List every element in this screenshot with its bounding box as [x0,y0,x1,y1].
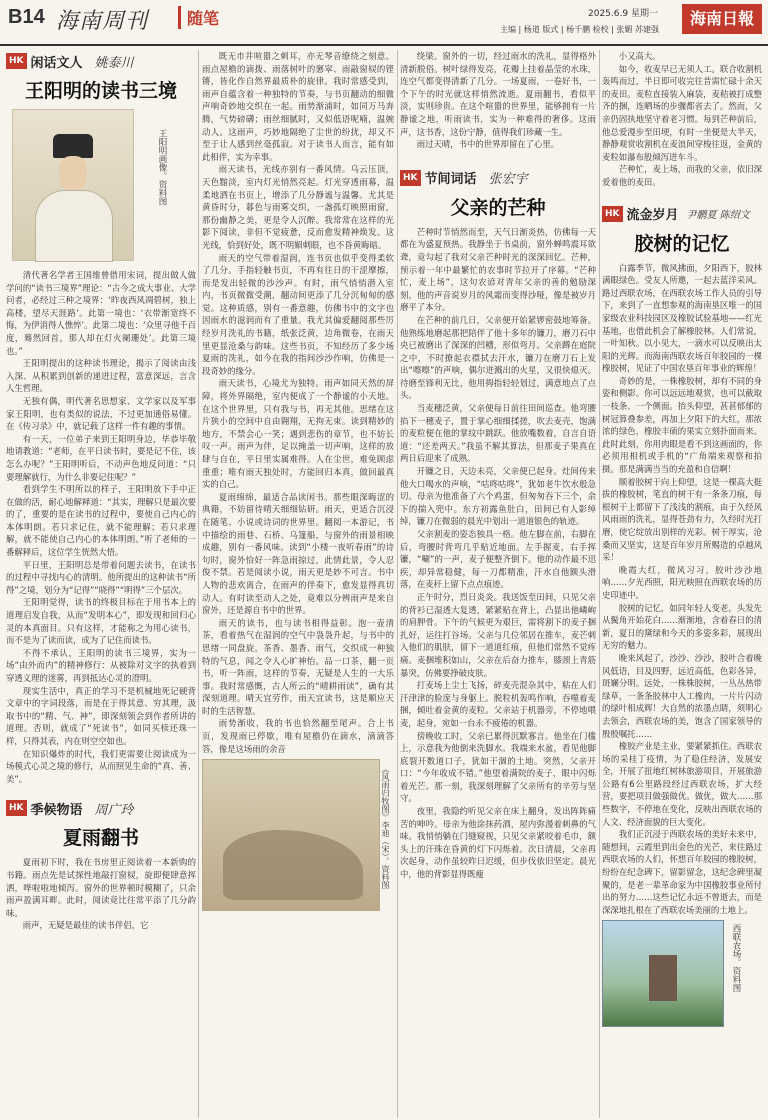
image-caption: 王阳明画像。资料图 [157,129,167,206]
article-body [400,50,596,151]
column-divider [198,50,199,1118]
paragraph: 在芒种的前几日，父亲便开始紧锣密鼓地筹备。他熟练地磨起那把陪伴了他十多年的镰刀，磨刀石中央已被磨出了深深的凹槽，形似弯月。父亲蹲在庭院之中，不时撩起衣襟拭去汗水，镰刀在磨刀石上发出“嚓嚓”的声响，偶尔迸溅出的火星，又很快熄灭。待磨至锋利无比，他用拇指轻轻划过，满意地点了点头。 [400,314,596,401]
portrait-image [12,109,134,261]
editor-credits: 主编 | 杨道 版式 | 杨千鹏 检校 | 张媚 苏建强 [500,25,659,34]
column-divider [397,50,398,1118]
farm-photo [602,920,724,1027]
paragraph: 现实生活中，真正的学习不是机械地死记硬背文章中的字词段落，而是在于得其意、穷其理，汲取书中的“精、气、神”，即深刻领会到作者所讲的道理。否则，就成了“死读书”，如同买椟还珠一样，只得其表，内在则空空如也。 [6,685,196,746]
article-title: 父亲的芒种 [450,196,546,219]
paragraph: 平日里，王阳明总是带着问题去读书，在读书的过程中寻找内心的清明。他所提出的这种读书“所得”之境，划分为“记得”“晓得”“明得”三个层次。 [6,559,196,595]
paragraph: 开镰之日，天边未亮，父亲便已起身。灶间传来他大口喝水的声响，“咕咚咕咚”，犹如老牛饮水般急切。母亲为他准备了六个鸡蛋，但匆匆吞下三个，余下的揣入兜中。东方初露鱼肚白，田间已有人影绰绰，镰刀在微弱的晨光中划出一道道银色的轨迹。 [400,466,596,527]
page-number: B14 [8,6,45,28]
portrait-figure [6,109,196,269]
issue-date: 2025.6.9 星期一 [588,9,658,19]
paragraph: 夏雨初下时，我在书房里正阅读着一本新购的书籍。雨点先是试探性地敲打窗棂，旋即便肆意挥洒，哗啦啦地倾泻。窗外的世界顿时模糊了，只余雨声盈满耳畔。此时，阅读竟比往常平添了几分韵味。 [6,857,196,918]
kicker-title: 季候物语 [30,802,83,818]
paragraph: 父亲割麦的姿态独具一格。他左脚在前，右脚在后，弯腰时背弯几乎贴近地面。左手握麦，右手挥镰，“唰”的一声，麦子便整齐倒下。他的动作最不迅疾，却异常稳健，每一刀都精准，汗水自他额头滑落，在麦秆上留下点点痕迹。 [400,529,596,590]
article-title: 王阳明的读书三境 [24,80,177,102]
paragraph: 晚霞大红，微风习习，胶叶沙沙地响……夕光西照，阳光映照在西联农场的历史印迹中。 [602,564,762,600]
hk-badge: HK [6,53,27,69]
paragraph: 无独有偶，明代著名思想家、文学家以及军事家王阳明，也有类似的说法，不过更加通俗易懂。在《传习录》中，就记载了这样一件有趣的事情。 [6,395,196,432]
paragraph: 小又高大。 [618,51,661,61]
paragraph: 雨天的空气带着湿润，连书页也似乎变得柔软了几分。手指轻触书页，不再有往日的干涩摩擦，而是发出轻微的沙沙声。有时，雨气悄悄潜入室内，书页微微受潮，翻动间更添了几分沉甸甸的感觉。这种质感，别有一番意趣，仿佛书中的文字也因雨水的滋润而有了重量。我尤其偏爱翻阅那些厉经岁月洗礼的书籍，纸张泛黄，边角微卷，在雨天里更显沧桑与韵味。这些书页，不知经历了多少场夏雨的洗礼，如今在我的指间沙沙作响，仿佛是一段奇妙的缘分。 [202,252,394,376]
article-kicker [6,50,196,72]
column-3 [400,50,596,1118]
image-caption: 西联农场。资料图 [731,924,741,993]
paragraph: 夜里，我隐约听见父亲在床上翻身，发出阵阵痛苦的呻吟。母亲为他涂抹药酒，屋内弥漫着刺鼻的气味。我悄悄躺在门缝窥视，只见父亲紧咬着毛巾，额头上的汗珠在昏黄的灯下闪烁着。次日清晨，父亲再次起身，动作虽较昨日迟缓，但步伐依旧坚定。晨光中，他的背影显得既瘦 [400,806,596,880]
paragraph: 雨天的读书，也与读书相得益彰。泡一壶清茶，看着热气在湿润的空气中袅袅升起，与书中的思绪一同盘旋。茶香、墨香、雨气，交织成一种独特的气息，闻之令人心旷神怡。品一口茶，翻一页书，听一阵雨，这样的节奏，无疑是人生的一大乐事。我时常感慨，古人所云的“晴耕雨读”，确有其深刻道理。晴天宜劳作，雨天宜读书，这是顺应天时的生活智慧。 [202,617,394,716]
paragraph: 顺着胶树干向上仰望，这是一棵高大挺拔的橡胶树，笔直的树干有一条条刀痕，每根树干上都留下了浅浅的割痕，由于久经风风雨雨的洗礼，显得苍劲有力，久经时光打磨，使它绽放出别样的光彩。树干厚实，沧桑而又坚实，这是百年岁月所赐造的卓越风采！ [602,476,762,563]
paragraph: 芒种忙，麦上场，而我的父亲，依旧深爱着他的麦田。 [602,164,762,187]
kicker-title: 流金岁月 [626,208,679,224]
painting-image [202,759,380,911]
paragraph: 打麦场上尘土飞扬，碎麦壳混杂其中，粘在人们汗津津的脸庞与身躯上。脱粒机轰鸣作响，吞噬着麦捆，倾吐着金黄的麦粒。父亲站于机器旁，不停地喂麦，起身，宛如一台永不疲倦的机器。 [400,680,596,728]
photo-figure [602,920,762,1027]
paragraph: 雨过天晴，书中的世界却留在了心里。 [416,139,560,150]
author-byline: 周广玲 [94,802,134,818]
paragraph: 芒种时节悄然而至，天气日渐炎热，仿佛每一天都在为盛夏预热。我静坐于书桌前，窗外蝉鸣震耳欲聋，竟勾起了我对父亲芒种时光的深深回忆。芒种，预示着一年中最繁忙的农事时节拉开了序幕。“芒种忙，麦上场”，这句农谚对青年父亲的善的勉励深刻，他的声音说岁月的风霜而变得沙哑，像是被岁月磨平了本分。 [400,226,596,313]
hk-badge: HK [400,170,421,186]
paragraph: 胶树的记忆，如同年轻人变老，头发先从鬓角开始花白……渐渐地，含着春日的清新，夏日的黛绿和今天的多姿多彩，展现出无穷的魅力。 [602,602,762,651]
kicker-title: 闲话文人 [30,55,83,71]
column-2 [202,50,394,1118]
article-body [602,50,762,189]
paragraph: 如今，收麦早已无须人工。联合收割机轰鸣而过，半日即可收完往昔需忙碌十余天的麦田。麦粒直接装入麻袋，麦秸被打成整齐的捆，连晒场的步骤都省去了。然而，父亲仍固执地坚守着老习惯。每到芒种前后，他总爱漫步至田埂，有时一坐便是大半天，静静观赏收割机在麦浪间穿梭往返，金黄的麦粒如瀑布般倾泻进车斗。 [602,63,762,162]
paragraph: 看到学生不明所以的样子，王阳明放下手中正在做的活，耐心地解释道：“其实，理解只是最次要的了，重要的是在读书的过程中，要使自己内心的本体明朗。若只求记住，就不能理解；若只求理解，就不能使自己内心的本体明朗。”听了老师的一番解释后，这位学生恍然大悟。 [6,484,196,558]
article-body [602,262,762,917]
paragraph: 雨声，无疑是最佳的读书伴侣，它 [22,920,149,931]
paragraph: 夏雨绵绵，最适合品读闲书。那些眼深晦涩的典籍，不妨留待晴天细细钻研。雨天，更适合沉浸在随笔、小说或诗词的世界里。翻阅一本游记，书中描绘的雨巷、石桥、乌篷船，与窗外的雨景相映成趣，别有一番风味。读到“小楼一夜听春雨”的诗句时，窗外恰好一阵急雨掠过，此情此景，令人忍俊不禁。若是阅读小说，雨天更是妙不可言。书中人物的悲欢离合，在雨声的伴奏下，愈发显得真切动人。有时读至动人之处，竟难以分辨雨声是来自窗外，还是源自书中的世界。 [202,491,394,616]
hk-badge: HK [602,206,623,222]
paragraph: 当麦穗泛黄，父亲便每日前往田间巡查。他弯腰掐下一穗麦子，置于掌心细细揉搓，吹去麦壳，饱满的麦粒便在他的掌纹中跳跃。他放嘴数着，自言自语道：“还差两天。”我虽不解其算法，但那麦子果真在两日后迎来了成熟。 [400,403,596,464]
article-body [6,856,196,932]
paragraph: 奇妙的是，一株橡胶树，却有不同的身姿和侧影。你可以远远地观赏，也可以截取一枝条、一个侧面。抬头仰望，甚甚郁郁的树冠算叠参差，再加上夕阳下的大红，那浓浓的绿色，橡胶丰硕的果实立刻扑面而来。此时此刻，你用肉眼是看不到这画面的，你必须用相机或手机的“广角端来观察和拍摄。那是满满当当的充盈和自信啊！ [602,375,762,475]
image-caption: 《风雨归牧图》李迪（宋）。资料图 [381,765,390,890]
masthead [0,0,768,46]
author-byline: 张宏宇 [488,172,528,188]
paragraph: 白露季节，微风拂面，夕阳西下，胶林满眼绿色。受友人所邀，一起去蓝洋采风。路过西联农场，在西联农场工作人员的引导下，来到了一直想参观的海南垦区唯一的国家级农业科技园区及橡胶试验基地——红光基地，也借此机会了解橡胶林。人们常说，一叶知秋。以小见大，一滴水可以反映出太阳的光辉。而海南西联农场百年胶园的一棵橡胶树，见证了中国农垦百年事业的辉煌！ [602,262,762,374]
article-kicker [6,797,196,819]
paragraph: 既无市井喧嚣之刺耳，亦无琴音缭绕之刻意。雨点屋檐的滴拨、雨落树叶的窸窣、雨敲窗棂的铿锵，皆化作自然界最质朴的旋律。我时常感受到，雨声自蕴含着一种独特的节奏，与书页翻动的细微声响奇妙地交织在一起。雨势渐浦时，如同万马奔腾，气势磅礴；雨丝细腻时，又似低语呢喃，温婉动人。这雨声，巧妙地隔绝了尘世的纷扰，却又不至于让人感到丝毫孤寂。对于读书人而言，能有如此相伴，实为幸事。 [202,51,394,162]
paragraph: 雨天读书，光线亦别有一番风情。乌云压顶，天色黯淡，室内灯光悄然亮起。灯光穿透雨幕，温柔地洒在书页上，增添了几分静谧与温馨。尤其是黄昏时分，暮色与雨雾交织，一盏孤灯映照雨窗，那份幽静之美，更是令人沉醉。我常常在这样的光影下阅读，非但不觉疲惫，反而愈发精神焕发。这光线，恰到好处，既不明媚刺眼，也不昏黄晦暗。 [202,164,394,250]
article-body [400,226,596,881]
author-byline: 尹鹏夏 陈绍文 [686,210,750,222]
article-kicker [400,167,596,189]
paragraph: 雨天读书，心境尤为独特。雨声如同天然的屏障，将外界隔绝，室内便成了一个静谧的小天地。在这个世界里，只有我与书，再无其他。思绪在这片狭小的空间中自由翱翔，无拘无束。读到精妙的地方，不禁会心一笑；遇到悲伤的章节，也不妨长叹一声。雨声为伴，足以掩盖一切声响，这样的放肆与自在，平日里实属难得。人在尘世，难免顾虑重重；唯有雨天独处时，方能回归本真，做回最真实的自己。 [202,378,394,490]
paragraph: 我们正沉浸于西联农场的美好未来中，随想间，云霞里到出金色的光芒，来往路过西联农场的人们，怀想百年胶园的橡胶树，纷纷在纪念碑下，留影留念，这纪念碑里凝聚的，是老一辈革命家为中国橡胶事业所付出的努力……这些记忆永远不曾逝去，而是深深地扎根在了西联农场美丽的土地上。 [602,829,762,915]
painting-figure [202,759,394,911]
author-byline: 姚泰川 [94,55,134,71]
paragraph: 橡胶产业是主业，要紧紧抓住。西联农场的采桂丁疫情，为了稳住经济，发展安全，开展了扭地红树林旅游项目，开展旅游公路有6公里路段经过西联农场，扩大经营，要把项目做强做优。做优，做大……那些数字，不停地在变化，反映出西联农场的人文、经济面貌的巨大变化。 [602,741,762,827]
column-1 [6,50,196,1118]
paragraph: 雨势渐收，我的书也恰然翻至尾声。合上书页，发现雨已停歇，唯有屋檐仍在滴水，滴滴答答，像是这场雨的余音 [202,718,394,754]
paragraph: 正午时分，烈日炎炎。我送饭至田间，只见父亲的背衫已湿透大复透，紧紧贴在背上，凸显出他嶙峋的肩胛骨。下午的气候更为艰巨，需将割下的麦子捆扎好，运往打谷场。父亲与几位邻居在推车，麦芒刺入他们的肌肤，留下一道道红痕，但他们常然不觉疼痛。麦捆堆积如山，父亲在后奋力推车，膝颈上青筋暴突，仿佛要挣破皮肤。 [400,591,596,678]
paragraph: 王阳明提出的这种读书理论，揭示了阅读由浅入深、从积累到创新的递进过程，富意深远，言含人生哲理。 [6,358,196,394]
article-kicker [602,203,762,225]
paragraph: 清代著名学者王国维曾借用宋词，提出做人做学问的“读书三境界”理论：“古今之成大事业、大学问者，必经过三种之境界：‘昨夜西风凋碧树，独上高楼，望尽天涯路’。此第一境也：‘衣带渐宽终不悔，为伊消得人憔悴’。此第二境也：‘众里寻他千百度，蓦然回首，那人却在灯火阑珊处’。此第三境也。” [6,270,196,356]
article-body [6,269,196,785]
article-title: 夏雨翻书 [62,827,139,850]
column-4 [602,50,762,1118]
paragraph: 有一天，一位弟子来到王阳明身边，毕恭毕敬地请教道：“老师，在平日读书时，要是记不住，该怎么办呢？”王阳明听后，不动声色地反问道：“只要理解就行，为什么非要记住呢？” [6,433,196,482]
weekly-title: 海南周刊 [56,9,149,34]
paragraph: 绕梁。窗外的一切，经过雨水的洗礼，显得格外清新脱俗。树叶绿得发亮，花瓣上挂着晶莹的水珠，连空气都变得清新了几分。一场夏雨，一卷好书，一个下午的时光就这样悄然流逝。夏雨翻书，看似平淡，实则珍贵。在这个喧嚣的世界里，能够拥有一片静谧之地，听雨读书，实为一种难得的奢侈。这雨声，这书香，这份宁静，值得我们珍藏一生。 [400,51,596,137]
newspaper-logo: 海南日報 [682,4,762,34]
paragraph: 王阳明觉得，读书的终极目标在于用书本上的道理启发自我，从而“发明本心”，即发现和回归心灵的本真面目。只有这样，才能称之为用心读书，而不是为了读而读，成为了记住而读书。 [6,597,196,646]
hk-badge: HK [6,800,27,816]
paragraph: 晚来风起了，沙沙、沙沙，胶叶合着晚风低语，目及四野，远近高低，色彩各异，斑斓分明。远处，一株株胶树，一丛丛热带绿草，一条条胶林中人工橡肉，一片片闪动的绿叶相成辉！大自然的浓墨点睛，须明心去领会，西联农场的美，饱含了国家领导的殷殷嘱托…… [602,652,762,739]
article-body [202,50,394,755]
column-label: 随笔 [178,6,219,29]
column-divider [599,50,600,1118]
paragraph: 在知识爆炸的时代，我们更需要让阅读成为一场模式心灵之境的修行，从而照见生命的“真、善、美”。 [6,748,196,784]
paragraph: 不得不承认，王阳明的读书三境界，实为一场“由外而内”的精神修行：从被除对文字的执着到穿透义理的迷雾，再到抵达心灵的澄明。 [6,647,196,683]
article-title: 胶树的记忆 [634,232,730,255]
kicker-title: 节间词话 [424,172,477,188]
paragraph: 傍晚收工时，父亲已累得沉默寡言。他坐在门槛上，示意我为他倒来洗脚水。我端来水盆，看见他脚底裂开数道口子，犹如干涸的土地。突然，父亲开口：“今年收成不错。”他望着满院的麦子，眼中闪烁着光芒。那一刻，我深刻理解了父亲所有的辛劳与坚守。 [400,730,596,804]
